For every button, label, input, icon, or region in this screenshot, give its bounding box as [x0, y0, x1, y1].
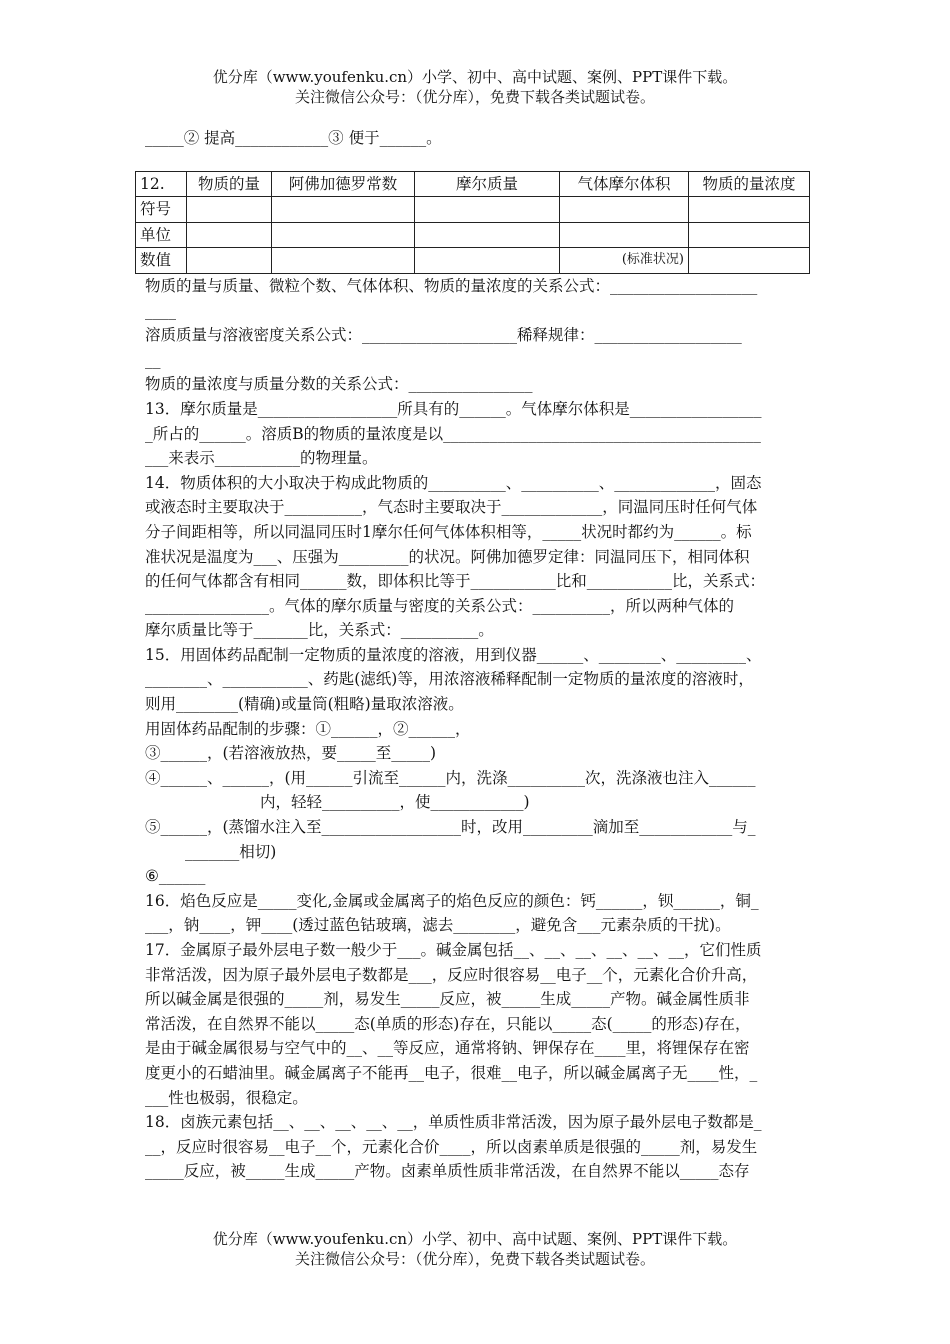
- table-row: [136, 222, 810, 248]
- text-line: 摩尔质量比等于_______比，关系式：__________。: [145, 621, 494, 640]
- question-16-line: 16．焰色反应是_____变化,金属或金属离子的焰色反应的颜色：钙______，钡______，铜_: [145, 891, 759, 910]
- table-cell: [272, 197, 415, 223]
- text-line: 用固体药品配制的步骤：①______，②______，: [145, 719, 471, 738]
- table-cell: [415, 222, 560, 248]
- text-line: 的任何气体都含有相同______数，即体积比等于___________比和___________比，关系式：: [145, 572, 766, 591]
- text-line: _______相切): [185, 842, 277, 861]
- table-header-cell: 物质的量浓度: [689, 171, 810, 197]
- intro-line: _____② 提高____________③ 便于______。: [145, 129, 442, 147]
- text-line: 物质的量与质量、微粒个数、气体体积、物质的量浓度的关系公式：___________________: [145, 276, 758, 295]
- text-line: 分子间距相等，所以同温同压时1摩尔任何气体体积相等，_____状况时都约为______。标: [145, 522, 752, 541]
- question-13-line: 13．摩尔质量是__________________所具有的______。气体摩尔体积是_________________: [145, 399, 762, 418]
- page-header: [0, 67, 950, 107]
- footer-line-1: 优分库（www.youfenku.cn）小学、初中、高中试题、案例、PPT课件下载。: [212, 1230, 738, 1248]
- table-cell: [415, 197, 560, 223]
- table-cell: 符号: [136, 197, 187, 223]
- text-line: 所以碱金属是很强的_____剂，易发生_____反应，被_____生成_____产物。碱金属性质非: [145, 990, 750, 1009]
- table-cell: [187, 248, 272, 274]
- footer-line-2: 关注微信公众号：（优分库），免费下载各类试题试卷。: [294, 1250, 655, 1268]
- header-line-1: 优分库（www.youfenku.cn）小学、初中、高中试题、案例、PPT课件下载。: [212, 68, 738, 86]
- table-cell: 单位: [136, 222, 187, 248]
- text-line: 非常活泼，因为原子最外层电子数都是___，反应时很容易__电子__个，元素化合价升高，: [145, 965, 758, 984]
- table-header-cell: 12.: [136, 171, 187, 197]
- table-cell: [272, 222, 415, 248]
- header-line-2: 关注微信公众号：（优分库），免费下载各类试题试卷。: [294, 88, 655, 106]
- text-line: _____反应，被_____生成_____产物。卤素单质性质非常活泼，在自然界不能以_____态存: [145, 1162, 750, 1181]
- question-18-line: 18．卤族元素包括__、__、__、__、__，单质性质非常活泼，因为原子最外层电子数都是_: [145, 1113, 762, 1132]
- table-header-cell: 气体摩尔体积: [560, 171, 689, 197]
- text-line: ___，钠____，钾____(透过蓝色钴玻璃，滤去________，避免含___元素杂质的干扰)。: [145, 916, 731, 935]
- text-line: 溶质质量与溶液密度关系公式：____________________稀释规律：___________________: [145, 326, 742, 345]
- worksheet-body: [140, 126, 810, 1184]
- table-cell: [689, 248, 810, 274]
- question-14-line: 14．物质体积的大小取决于构成此物质的__________、__________、_____________，固态: [145, 473, 762, 492]
- table-cell: [272, 248, 415, 274]
- text-line: ⑥______: [145, 867, 206, 886]
- quantity-table: [135, 171, 810, 274]
- table-header-row: [136, 171, 810, 197]
- text-line: 物质的量浓度与质量分数的关系公式：________________: [145, 375, 533, 394]
- text-line: ④______、______，(用______引流至______内，洗涤__________次，洗涤液也注入______: [145, 768, 756, 787]
- text-line: ________________。气体的摩尔质量与密度的关系公式：__________，所以两种气体的: [145, 596, 735, 615]
- table-cell: [187, 222, 272, 248]
- text-line: __: [145, 350, 161, 369]
- table-cell: [689, 197, 810, 223]
- page-footer: [0, 1229, 950, 1269]
- table-row: [136, 197, 810, 223]
- text-line: 或液态时主要取决于__________，气态时主要取决于_____________，同温同压时任何气体: [145, 498, 758, 517]
- text-line: __，反应时很容易__电子__个，元素化合价____，所以卤素单质是很强的_____剂，易发生: [145, 1137, 758, 1156]
- text-line: _所占的______。溶质B的物质的量浓度是以_________________________________________: [145, 424, 761, 443]
- text-line: 度更小的石蜡油里。碱金属离子不能再__电子，很难__电子，所以碱金属离子无____性，_: [145, 1063, 758, 1082]
- question-17-line: 17．金属原子最外层电子数一般少于___。碱金属包括__、__、__、__、__、__，它们性质: [145, 941, 762, 959]
- table-cell: [560, 222, 689, 248]
- table-row: [136, 248, 810, 274]
- table-cell: 数值: [136, 248, 187, 274]
- text-line: ③______，(若溶液放热，要_____至_____): [145, 744, 437, 763]
- table-header-cell: 物质的量: [187, 171, 272, 197]
- text-line: 准状况是温度为___、压强为_________的状况。阿佛加德罗定律：同温同压下，相同体积: [145, 547, 750, 566]
- table-cell: (标准状况): [560, 248, 689, 274]
- table-cell: [689, 222, 810, 248]
- table-header-cell: 阿佛加德罗常数: [272, 171, 415, 197]
- table-cell: [415, 248, 560, 274]
- text-line: ⑤______，(蒸馏水注入至__________________时，改用_________滴加至____________与_: [145, 818, 756, 837]
- text-line: 常活泼，在自然界不能以_____态(单质的形态)存在，只能以_____态(_____的形态)存在，: [145, 1014, 751, 1033]
- text-line: 内，轻轻__________，使____________): [260, 793, 530, 812]
- table-cell: [187, 197, 272, 223]
- text-line: ___性也极弱，很稳定。: [145, 1088, 308, 1107]
- text-line: 则用________(精确)或量筒(粗略)量取浓溶液。: [145, 695, 464, 714]
- text-line: ___来表示___________的物理量。: [145, 449, 378, 468]
- question-15-line: 15．用固体药品配制一定物质的量浓度的溶液，用到仪器______、________、_________、: [145, 645, 762, 664]
- text-line: ____: [145, 301, 176, 320]
- text-line: 是由于碱金属很易与空气中的__、__等反应，通常将钠、钾保存在____里，将锂保存在密: [145, 1039, 750, 1058]
- text-line: ________、___________、药匙(滤纸)等，用浓溶液稀释配制一定物质的量浓度的溶液时，: [145, 670, 754, 689]
- table-header-cell: 摩尔质量: [415, 171, 560, 197]
- table-cell: [560, 197, 689, 223]
